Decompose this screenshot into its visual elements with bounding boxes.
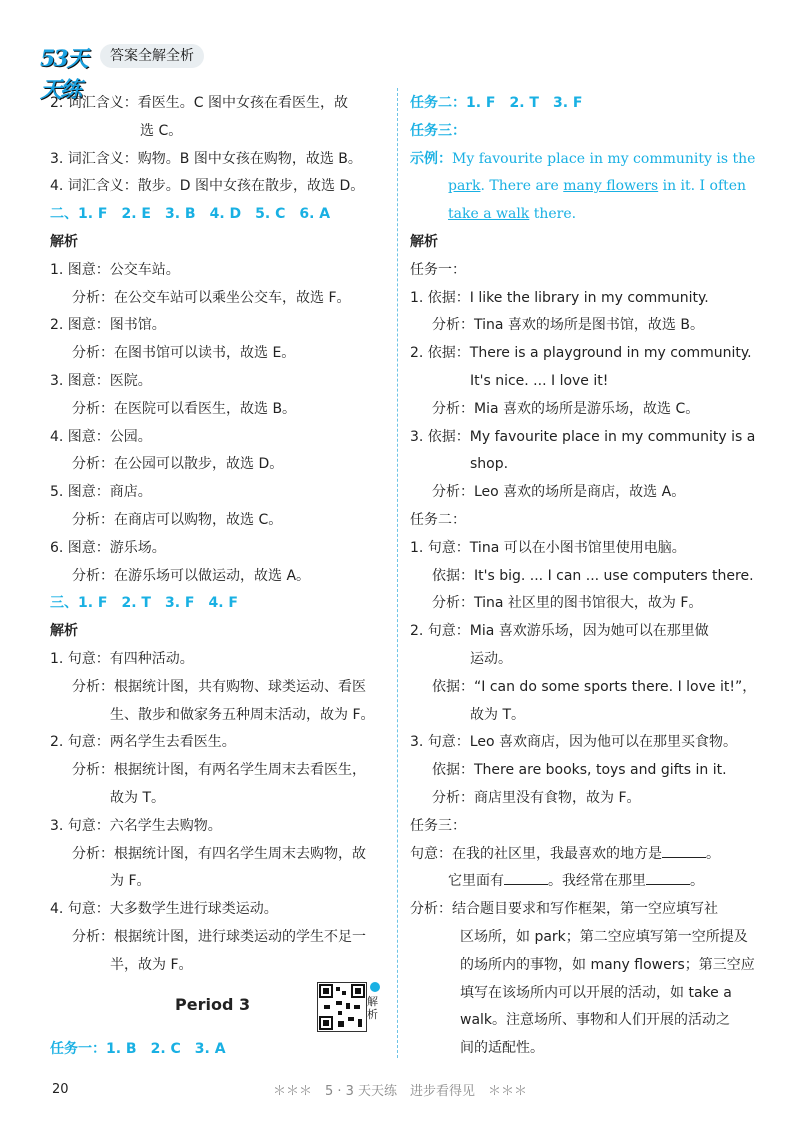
- text-line: 故为 T。: [110, 789, 166, 806]
- sentence-text: 。我经常在那里: [548, 873, 646, 890]
- text-line: 解析: [50, 623, 78, 640]
- text-line: 任务一：: [410, 261, 466, 278]
- answer-blank: [662, 843, 706, 858]
- text-line: 分析：根据统计图，有四名学生周末去购物，故: [72, 845, 366, 862]
- sentence-text: 它里面有: [448, 873, 504, 890]
- text-line: 3. 依据：My favourite place in my community is a: [410, 428, 756, 445]
- text-line: 2. 图意：图书馆。: [50, 317, 166, 334]
- text-line: 3. 句意：六名学生去购物。: [50, 817, 222, 834]
- task3-translation: [410, 841, 750, 897]
- text-line: 运动。: [470, 650, 512, 667]
- text-line: 区场所，如 park；第二空应填写第一空所提及: [460, 928, 748, 945]
- text-line: 1. 句意：有四种活动。: [50, 650, 194, 667]
- example-text: in it. I often: [658, 178, 747, 195]
- text-line: 生、散步和做家务五种周末活动，故为 F。: [110, 706, 375, 723]
- text-line: 3. 图意：医院。: [50, 372, 152, 389]
- text-line: 分析：Mia 喜欢的场所是游乐场，故选 C。: [432, 400, 700, 417]
- page-number: 20: [52, 1082, 69, 1097]
- example-label: 示例：: [410, 150, 452, 167]
- right-column: [410, 90, 757, 1063]
- sentence-text: 。: [690, 873, 704, 890]
- text-line: 任务三：: [410, 817, 466, 834]
- text-line: 4. 句意：大多数学生进行球类运动。: [50, 901, 278, 918]
- text-line: 依据：There are books, toys and gifts in it.: [432, 762, 727, 779]
- text-line: 分析：结合题目要求和写作框架，第一空应填写社: [410, 901, 718, 918]
- text-line: 4. 词汇含义：散步。D 图中女孩在散步，故选 D。: [50, 178, 365, 195]
- text-line: 5. 图意：商店。: [50, 484, 152, 501]
- text-line: 分析：在公交车站可以乘坐公交车，故选 F。: [72, 289, 351, 306]
- example-line-1: My favourite place in my community is the: [452, 150, 756, 167]
- text-line: 分析：在游乐场可以做运动，故选 A。: [72, 567, 311, 584]
- text-line: 分析：在医院可以看医生，故选 B。: [72, 400, 297, 417]
- text-line: 依据：“I can do some sports there. I love it!”，: [432, 678, 757, 695]
- text-line: 任务二：1. F 2. T 3. F: [410, 95, 583, 111]
- text-line: 3. 句意：Leo 喜欢商店，因为他可以在那里买食物。: [410, 734, 737, 751]
- text-line: 2. 词汇含义：看医生。C 图中女孩在看医生，故: [50, 95, 349, 111]
- text-line: 的场所内的事物，如 many flowers；第三空应: [460, 956, 755, 973]
- text-line: 任务二：: [410, 511, 466, 528]
- text-line: 分析：在商店可以购物，故选 C。: [72, 511, 283, 528]
- text-line: 6. 图意：游乐场。: [50, 539, 166, 556]
- example-text: there.: [529, 206, 577, 223]
- example-text: . There are: [480, 178, 564, 195]
- text-line: 分析：根据统计图，共有购物、球类运动、看医: [72, 678, 366, 695]
- text-line: 分析：商店里没有食物，故为 F。: [432, 789, 641, 806]
- text-line: 任务三：: [410, 122, 466, 139]
- text-line: 分析：在图书馆可以读书，故选 E。: [72, 345, 296, 362]
- example-blank-1: park: [448, 178, 481, 195]
- text-line: 分析：Tina 社区里的图书馆很大，故为 F。: [432, 595, 703, 612]
- text-line: 半，故为 F。: [110, 956, 193, 973]
- answer-blank: [646, 870, 690, 885]
- text-line: 2. 句意：两名学生去看医生。: [50, 734, 236, 751]
- text-line: 分析：Tina 喜欢的场所是图书馆，故选 B。: [432, 317, 704, 334]
- text-line: 4. 图意：公园。: [50, 428, 152, 445]
- text-line: 依据：It's big. ... I can ... use computers there.: [432, 567, 754, 584]
- text-line: 1. 依据：I like the library in my community.: [410, 289, 709, 306]
- text-line: 分析：根据统计图，有两名学生周末去看医生，: [72, 762, 366, 779]
- text-line: 1. 句意：Tina 可以在小图书馆里使用电脑。: [410, 539, 686, 556]
- sentence-text: 句意：在我的社区里，我最喜欢的地方是: [410, 845, 662, 862]
- sentence-text: 。: [706, 845, 720, 862]
- task1-answers: 任务一：1. B 2. C 3. A: [50, 1041, 226, 1057]
- text-line: 选 C。: [140, 122, 183, 139]
- example-blank-3: take a walk: [448, 206, 530, 223]
- period-title: Period 3: [175, 995, 251, 1014]
- text-line: 为 F。: [110, 873, 151, 890]
- text-line: shop.: [470, 456, 509, 473]
- text-line: 分析：在公园可以散步，故选 D。: [72, 456, 284, 473]
- text-line: 解析: [410, 233, 438, 250]
- qr-label: 解析: [367, 995, 378, 1021]
- text-line: 二、1. F 2. E 3. B 4. D 5. C 6. A: [50, 206, 331, 223]
- example-answer: [410, 146, 756, 229]
- text-line: 2. 依据：There is a playground in my community.: [410, 345, 752, 362]
- text-line: 分析：根据统计图，进行球类运动的学生不足一: [72, 928, 366, 945]
- text-line: 填写在该场所内可以开展的活动，如 take a: [460, 984, 732, 1001]
- text-line: 分析：Leo 喜欢的场所是商店，故选 A。: [432, 484, 686, 501]
- text-line: 间的适配性。: [460, 1040, 544, 1057]
- play-icon: [370, 982, 380, 992]
- text-line: 3. 词汇含义：购物。B 图中女孩在购物，故选 B。: [50, 150, 362, 167]
- text-line: 解析: [50, 233, 78, 250]
- footer-slogan: ＊＊＊ 5 · 3 天天练 进步看得见 ＊＊＊: [272, 1084, 528, 1099]
- answer-blank: [504, 870, 548, 885]
- text-line: 三、1. F 2. T 3. F 4. F: [50, 595, 238, 612]
- brand-logo: 53天天练: [40, 46, 87, 103]
- text-line: walk。注意场所、事物和人们开展的活动之: [460, 1012, 731, 1029]
- text-line: 故为 T。: [470, 706, 526, 723]
- text-line: 1. 图意：公交车站。: [50, 261, 180, 278]
- text-line: It's nice. ... I love it!: [470, 372, 609, 389]
- header-title: 答案全解全析: [100, 44, 204, 68]
- left-column: [50, 90, 390, 980]
- qr-code: [317, 982, 367, 1032]
- example-blank-2: many flowers: [563, 178, 659, 195]
- text-line: 2. 句意：Mia 喜欢游乐场，因为她可以在那里做: [410, 623, 709, 640]
- column-divider: [397, 88, 398, 1058]
